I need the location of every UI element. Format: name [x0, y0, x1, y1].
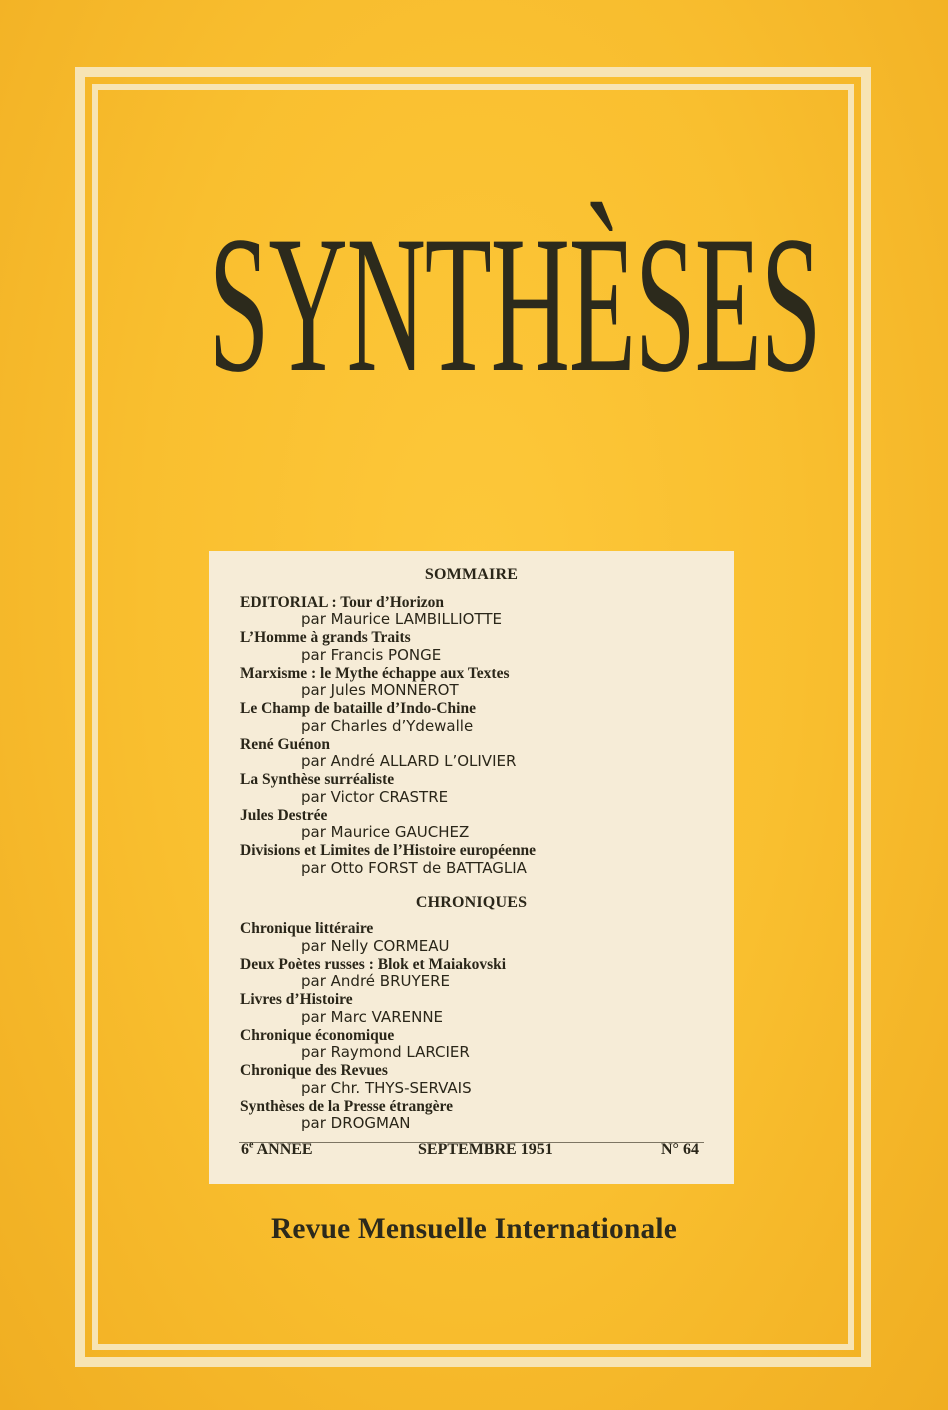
toc-entry-title: EDITORIAL : Tour d’Horizon [240, 594, 444, 611]
toc-entry-title: Livres d’Histoire [240, 991, 353, 1008]
toc-entry-title: Chronique économique [240, 1027, 395, 1044]
toc-entry-title: Marxisme : le Mythe échappe aux Textes [240, 665, 510, 682]
toc-entry-title: Synthèses de la Presse étrangère [240, 1098, 453, 1115]
issue-year-number: 6 [241, 1141, 249, 1158]
toc-entry-author: par Jules MONNEROT [301, 681, 459, 699]
toc-entry-author: par Chr. THYS-SERVAIS [301, 1079, 472, 1097]
toc-entry-title: Le Champ de bataille d’Indo-Chine [240, 700, 476, 717]
table-of-contents-panel [209, 551, 734, 1184]
toc-entry-title: L’Homme à grands Traits [240, 629, 411, 646]
chroniques-heading: CHRONIQUES [415, 894, 528, 911]
toc-entry-author: par Maurice LAMBILLIOTTE [301, 610, 502, 628]
issue-number: N° 64 [661, 1141, 699, 1158]
toc-entry-author: par DROGMAN [301, 1114, 411, 1132]
toc-entry-author: par André ALLARD L’OLIVIER [301, 752, 517, 770]
toc-entry-author: par Victor CRASTRE [301, 788, 449, 806]
toc-entry-author: par Marc VARENNE [301, 1008, 444, 1026]
toc-entry-author: par Maurice GAUCHEZ [301, 823, 470, 841]
toc-entry-author: par Francis PONGE [301, 646, 442, 664]
magazine-subtitle: Revue Mensuelle Internationale [271, 1212, 677, 1245]
issue-year-label: ANNEE [256, 1141, 313, 1158]
toc-entry-title: Chronique des Revues [240, 1062, 388, 1079]
toc-entry-title: René Guénon [240, 736, 330, 753]
toc-entry-title: La Synthèse surréaliste [240, 771, 395, 788]
issue-year [241, 1141, 313, 1159]
toc-entry-author: par Nelly CORMEAU [301, 937, 450, 955]
issue-date: SEPTEMBRE 1951 [418, 1141, 553, 1158]
toc-entry-author: par Charles d’Ydewalle [301, 717, 474, 735]
toc-entry-author: par Otto FORST de BATTAGLIA [301, 859, 527, 877]
sommaire-heading: SOMMAIRE [424, 566, 519, 583]
issue-year-suffix: e [249, 1139, 254, 1151]
toc-entry-author: par André BRUYERE [301, 972, 451, 990]
toc-entry-title: Jules Destrée [240, 807, 328, 824]
toc-entry-title: Chronique littéraire [240, 920, 374, 937]
toc-entry-title: Divisions et Limites de l’Histoire européenne [240, 842, 537, 859]
toc-entry-author: par Raymond LARCIER [301, 1043, 470, 1061]
magazine-title: SYNTHÈSES [208, 196, 821, 413]
toc-entry-title: Deux Poètes russes : Blok et Maiakovski [240, 956, 507, 973]
